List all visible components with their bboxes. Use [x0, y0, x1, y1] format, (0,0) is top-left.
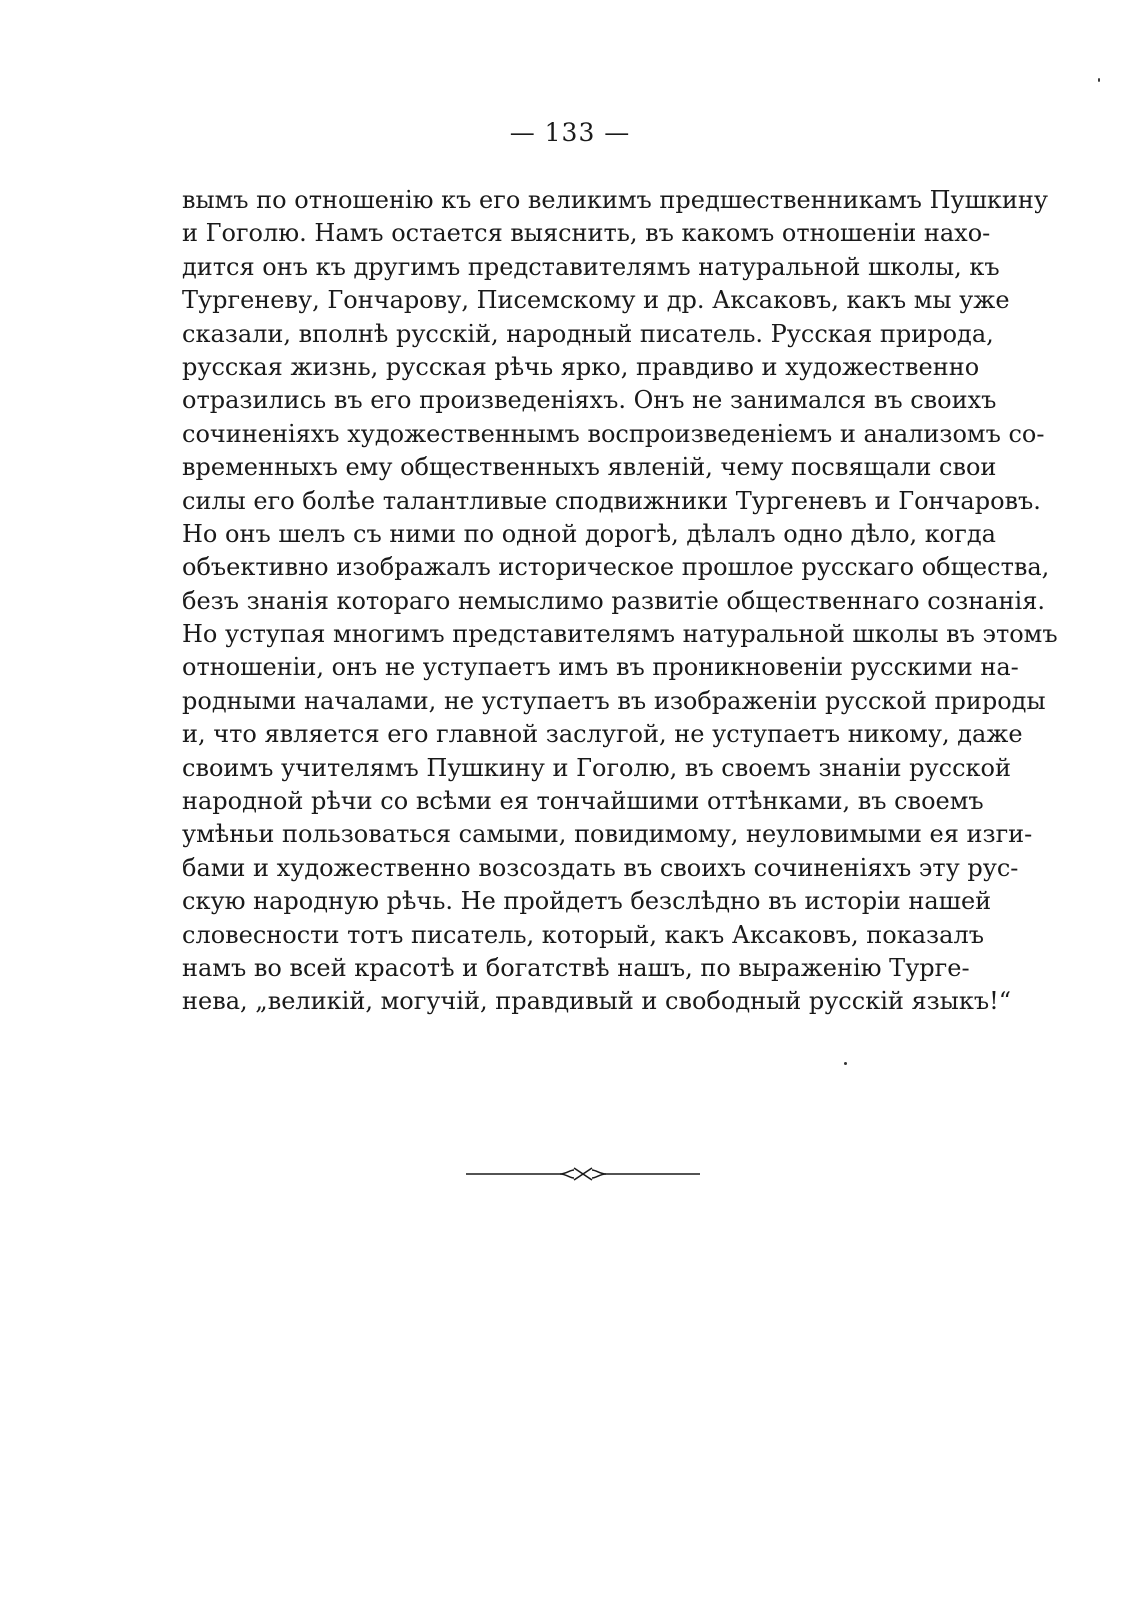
text-line: родными началами, не уступаетъ въ изображеніи русской природы — [182, 686, 1046, 715]
print-speck — [844, 1062, 847, 1065]
text-line: Но уступая многимъ представителямъ натуральной школы въ этомъ — [182, 620, 1058, 649]
text-line: бами и художественно возсоздать въ своихъ сочиненіяхъ эту рус- — [182, 853, 1019, 882]
text-line: дится онъ къ другимъ представителямъ натуральной школы, къ — [182, 252, 1000, 281]
text-line: и Гоголю. Намъ остается выяснить, въ какомъ отношеніи нахо- — [182, 219, 991, 248]
page-number: — 133 — — [509, 118, 631, 147]
text-line: намъ во всей красотѣ и богатствѣ нашъ, по выраженію Турге- — [182, 953, 970, 982]
text-line: русская жизнь, русская рѣчь ярко, правдиво и художественно — [182, 352, 980, 381]
text-line-last: нева, „великій, могучій, правдивый и свободный русскій языкъ!“ — [182, 987, 1012, 1016]
text-line: отразились въ его произведеніяхъ. Онъ не занимался въ своихъ — [182, 386, 997, 415]
text-line: и, что является его главной заслугой, не уступаетъ никому, даже — [182, 720, 1023, 749]
divider-knot-icon — [560, 1168, 606, 1180]
text-line: Но онъ шелъ съ ними по одной дорогѣ, дѣлалъ одно дѣло, когда — [182, 519, 996, 548]
text-line: силы его болѣе талантливые сподвижники Тургеневъ и Гончаровъ. — [182, 486, 1041, 515]
text-line: объективно изображалъ историческое прошлое русскаго общества, — [182, 553, 1050, 582]
text-line: отношеніи, онъ не уступаетъ имъ въ проникновеніи русскими на- — [182, 653, 1019, 682]
text-line: сочиненіяхъ художественнымъ воспроизведеніемъ и анализомъ со- — [182, 419, 1045, 448]
body-text — [182, 184, 1058, 1019]
text-line: своимъ учителямъ Пушкину и Гоголю, въ своемъ знаніи русской — [182, 753, 1011, 782]
section-divider-ornament — [466, 1166, 700, 1182]
text-line: вымъ по отношенію къ его великимъ предшественникамъ Пушкину — [182, 186, 1049, 214]
text-line: Тургеневу, Гончарову, Писемскому и др. Аксаковъ, какъ мы уже — [182, 286, 1010, 315]
text-line: скую народную рѣчь. Не пройдетъ безслѣдно въ исторіи нашей — [182, 887, 992, 916]
print-speck — [1098, 78, 1100, 82]
text-line: безъ знанія котораго немыслимо развитіе общественнаго сознанія. — [182, 586, 1045, 615]
text-line: народной рѣчи со всѣми ея тончайшими оттѣнками, въ своемъ — [182, 787, 984, 816]
text-line: сказали, вполнѣ русскій, народный писатель. Русская природа, — [182, 319, 994, 348]
text-line: словесности тотъ писатель, который, какъ Аксаковъ, показалъ — [182, 920, 984, 949]
text-line: временныхъ ему общественныхъ явленій, чему посвящали свои — [182, 453, 997, 482]
text-line: умѣньи пользоваться самыми, повидимому, неуловимыми ея изги- — [182, 820, 1033, 849]
